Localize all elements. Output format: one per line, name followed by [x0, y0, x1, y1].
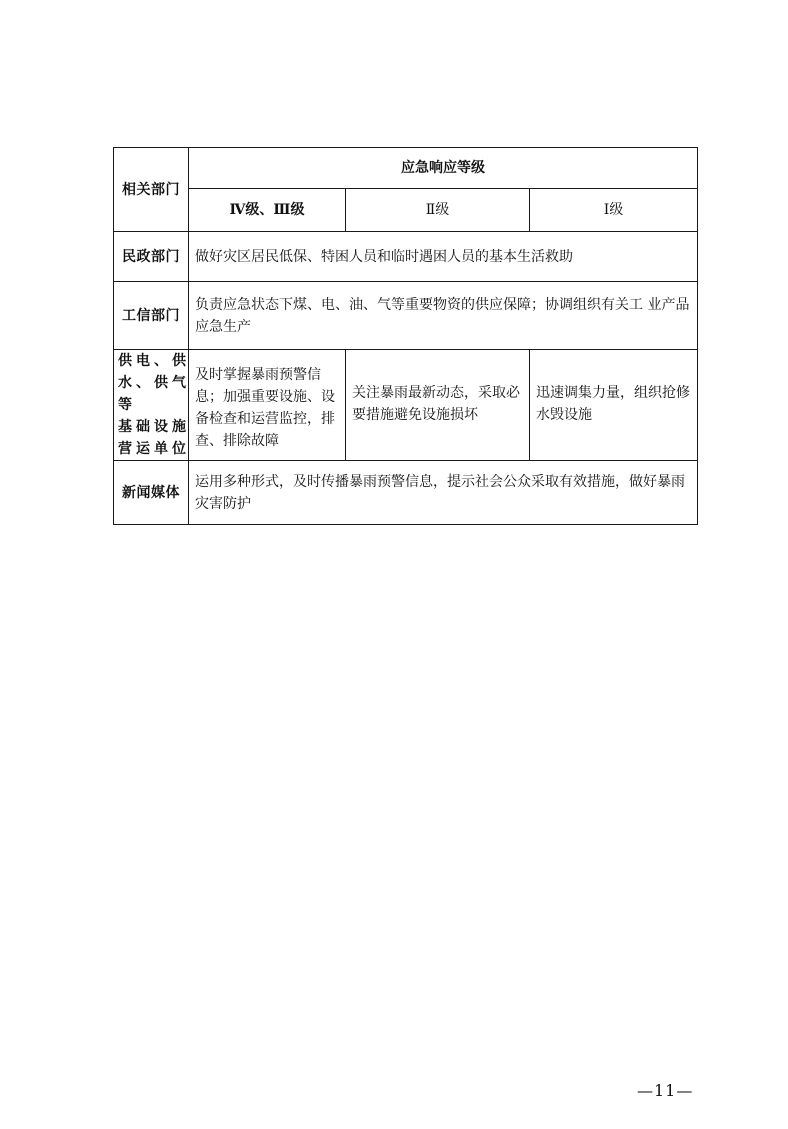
- dept-utilities: [114, 350, 189, 461]
- dept-utilities-line-4: 营运单位: [118, 441, 186, 457]
- level-4-3-header: Ⅳ级、Ⅲ级: [189, 189, 346, 232]
- utilities-level-1-duty: 迅速调集力量，组织抢修水毁设施: [530, 350, 698, 461]
- dept-industry-it: 工信部门: [114, 282, 189, 350]
- page-number: —11—: [637, 1081, 694, 1100]
- civil-affairs-duty: 做好灾区居民低保、特困人员和临时遇困人员的基本生活救助: [189, 232, 698, 282]
- dept-utilities-line-2: 水、供气等: [118, 375, 186, 413]
- news-media-duty: 运用多种形式，及时传播暴雨预警信息，提示社会公众采取有效措施，做好暴雨灾害防护: [189, 461, 698, 525]
- dept-utilities-line-3: 基础设施: [118, 419, 186, 435]
- level-1-header: Ⅰ级: [530, 189, 698, 232]
- emergency-response-table: [113, 147, 698, 525]
- dept-civil-affairs: 民政部门: [114, 232, 189, 282]
- utilities-level-2-duty: 关注暴雨最新动态，采取必要措施避免设施损坏: [346, 350, 530, 461]
- utilities-level-4-3-duty: 及时掌握暴雨预警信息；加强重要设施、设备检查和运营监控，排查、排除故障: [189, 350, 346, 461]
- response-level-header: 应急响应等级: [189, 148, 698, 189]
- dept-news-media: 新闻媒体: [114, 461, 189, 525]
- industry-it-duty: 负责应急状态下煤、电、油、气等重要物资的供应保障；协调组织有关工 业产品应急生产: [189, 282, 698, 350]
- dept-column-header: 相关部门: [114, 148, 189, 232]
- dept-utilities-line-1: 供电、供: [118, 353, 186, 369]
- level-2-header: Ⅱ级: [346, 189, 530, 232]
